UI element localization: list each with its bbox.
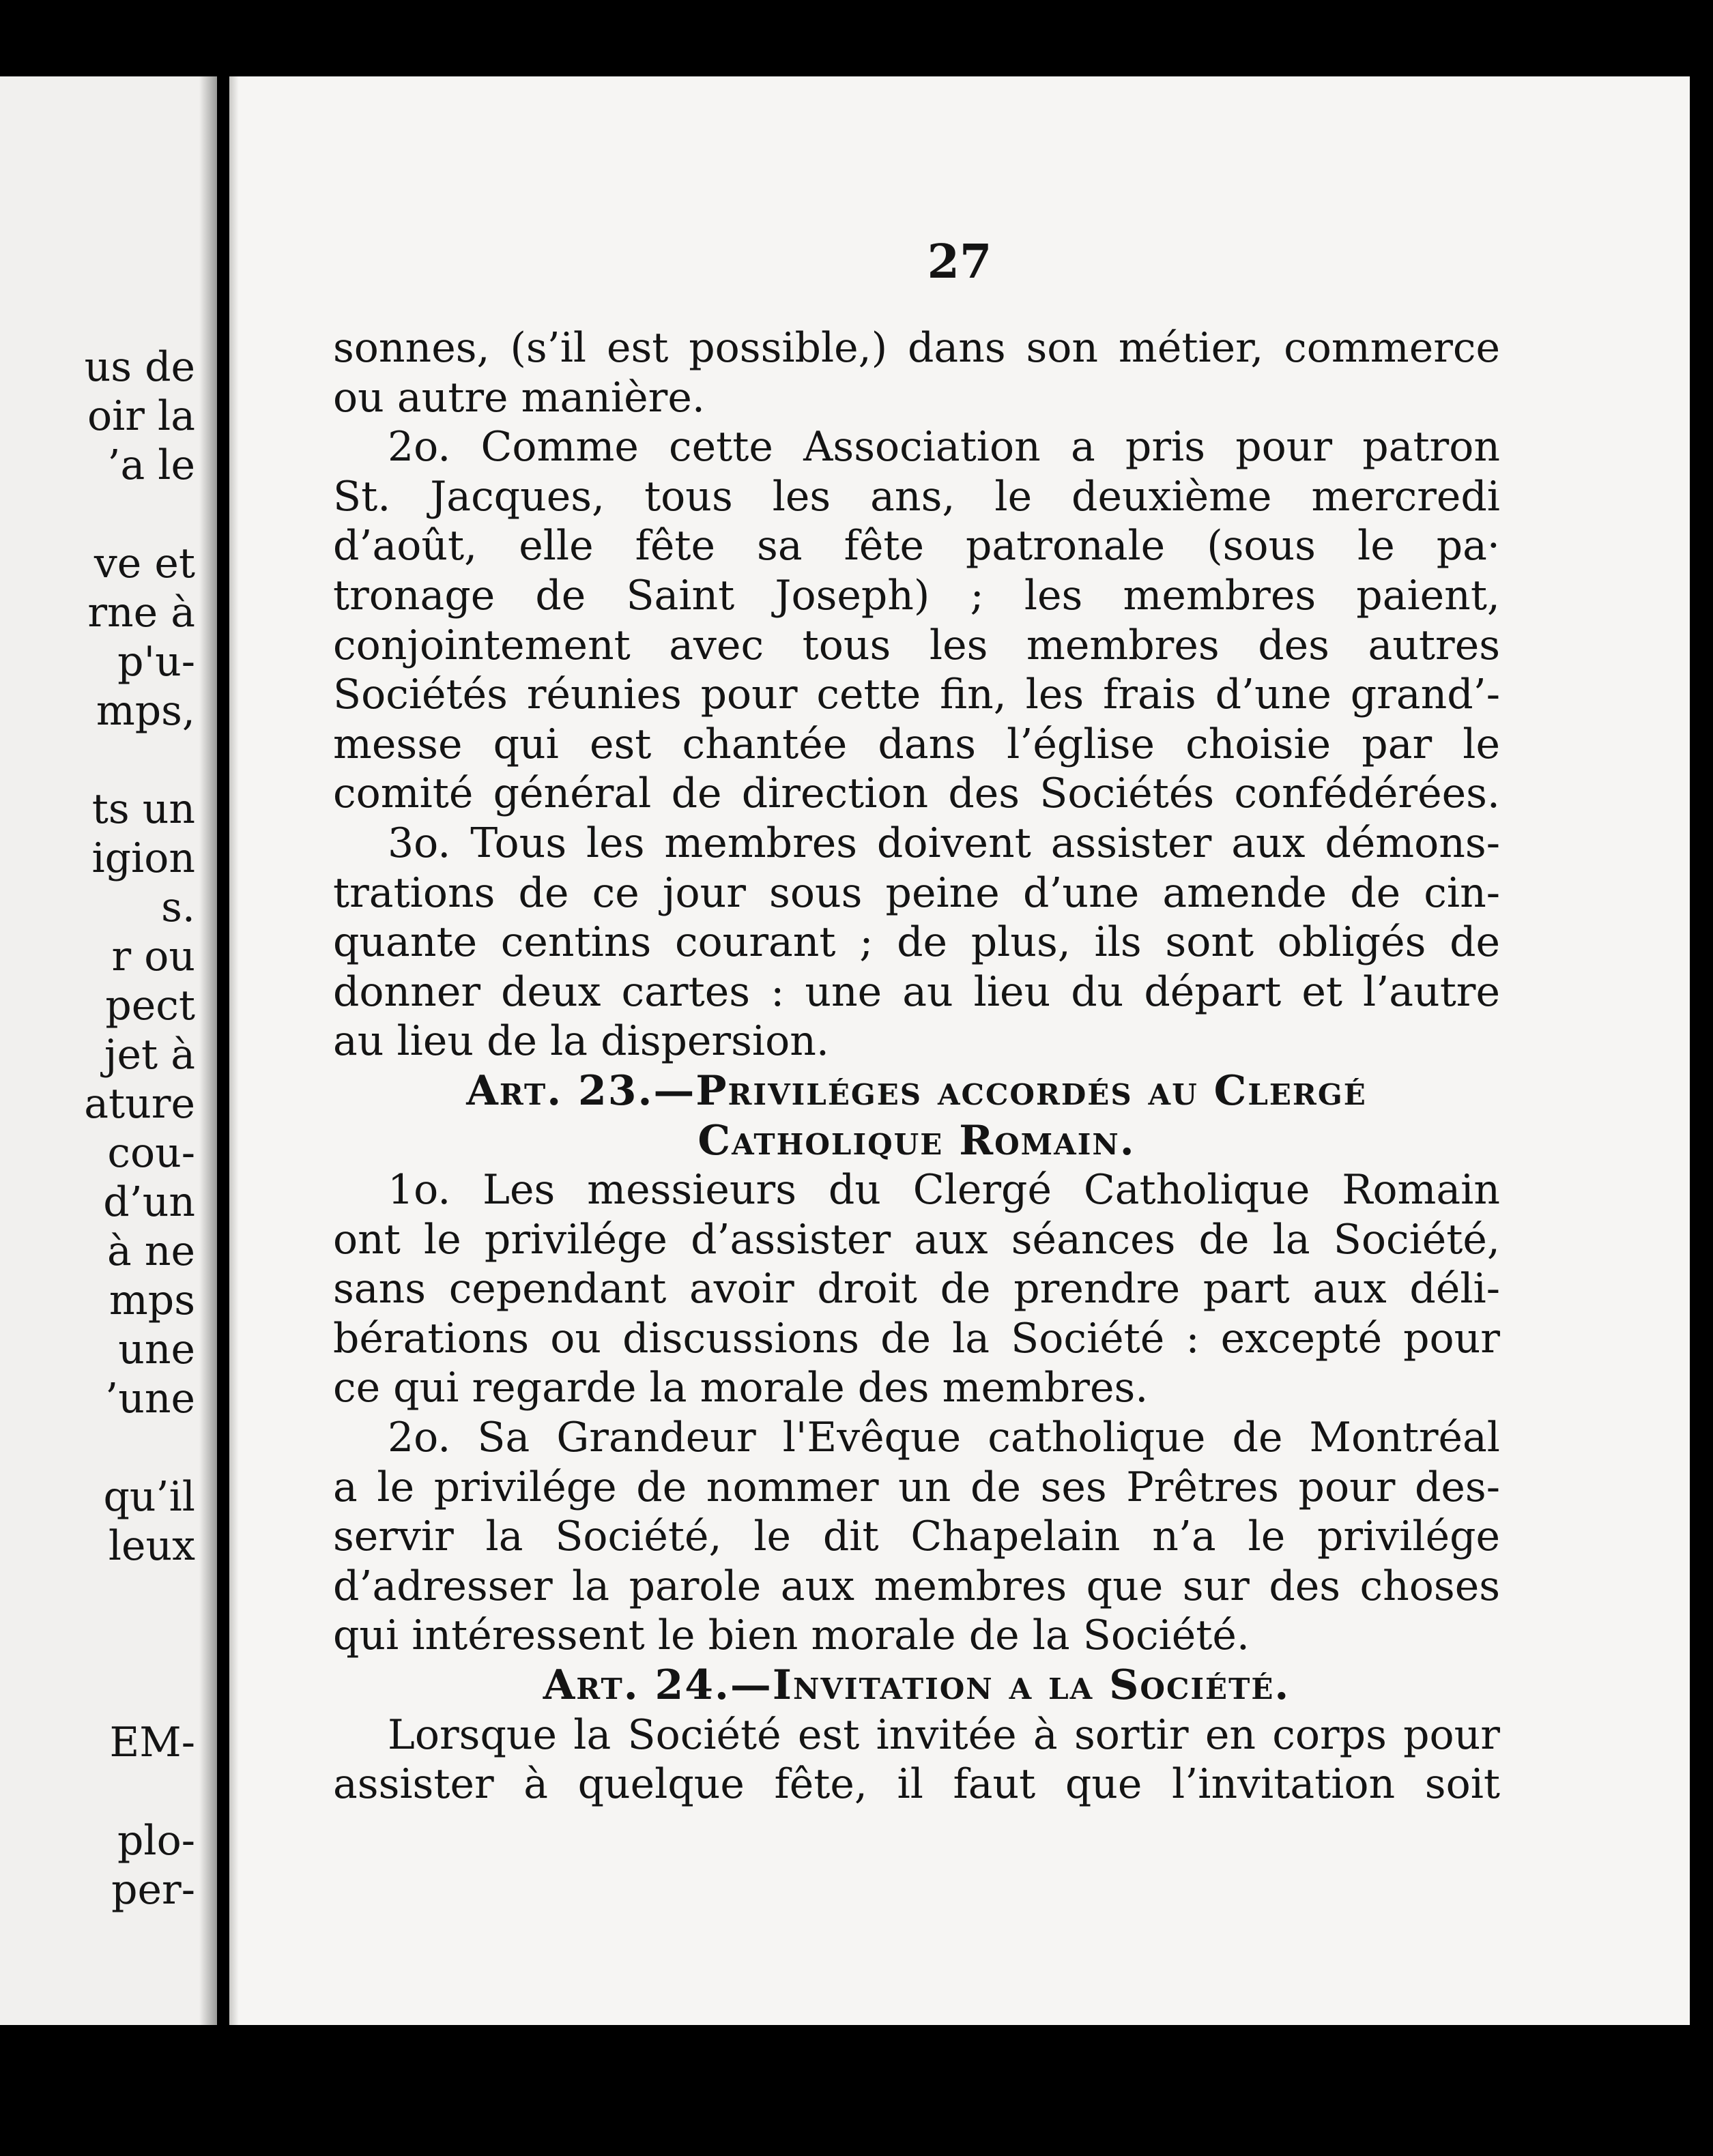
text-line: ou autre manière.: [333, 373, 705, 422]
text-line: d’adresser la parole aux membres que sur des choses: [333, 1562, 1500, 1610]
fragment-line: [31, 1571, 195, 1620]
text-line: tronage de Saint Joseph) ; les membres paient,: [333, 571, 1500, 620]
fragment-line: igion: [91, 834, 195, 882]
text-line: au lieu de la dispersion.: [333, 1017, 829, 1066]
fragment-line: mps: [109, 1277, 195, 1324]
text-line: qui intéressent le bien morale de la Société.: [333, 1612, 1250, 1660]
text-line: trations de ce jour sous peine d’une amende de cin-: [333, 869, 1500, 917]
page-number: 27: [927, 235, 992, 289]
text-line: ont le privilége d’assister aux séances de la Société,: [333, 1215, 1500, 1264]
text-line: sonnes, (s’il est possible,) dans son métier, commerce: [333, 324, 1500, 372]
fragment-line: per-: [111, 1866, 195, 1914]
article-heading: Art. 24.—Invitation a la Société.: [543, 1661, 1291, 1710]
text-line: comité général de direction des Sociétés confédérées.: [333, 770, 1500, 818]
facing-page-text-fragments: [31, 343, 195, 1914]
text-line: d’août, elle fête sa fête patronale (sous le pa·: [333, 522, 1500, 570]
paragraph-start-line: 2o. Comme cette Association a pris pour patron: [388, 423, 1500, 471]
fragment-line: [31, 1423, 195, 1472]
fragment-line: r ou: [111, 933, 195, 980]
fragment-line: pect: [105, 982, 195, 1030]
text-line: donner deux cartes : une au lieu du départ et l’autre: [333, 967, 1500, 1016]
article-heading: Art. 23.—Priviléges accordés au Clergé: [466, 1066, 1367, 1115]
fragment-line: ve et: [93, 540, 195, 587]
facing-page-left: [0, 76, 217, 2025]
fragment-line: jet à: [104, 1031, 195, 1079]
fragment-line: d’un: [103, 1178, 195, 1226]
text-line: St. Jacques, tous les ans, le deuxième mercredi: [333, 472, 1500, 521]
text-line: Sociétés réunies pour cette fin, les frais d’une grand’-: [333, 671, 1500, 719]
article-heading-continued: Catholique Romain.: [697, 1116, 1136, 1165]
fragment-line: ature: [84, 1080, 195, 1128]
fragment-line: mps,: [96, 687, 195, 735]
paragraph-start-line: Lorsque la Société est invitée à sortir en corps pour: [388, 1710, 1500, 1759]
text-line: messe qui est chantée dans l’église choisie par le: [333, 720, 1500, 768]
text-line: assister à quelque fête, il faut que l’invitation soit: [333, 1760, 1500, 1809]
paragraph-start-line: 1o. Les messieurs du Clergé Catholique Romain: [388, 1166, 1500, 1214]
fragment-line: une: [118, 1326, 195, 1373]
fragment-line: s.: [161, 884, 195, 931]
text-line: bérations ou discussions de la Société : excepté pour: [333, 1314, 1500, 1363]
fragment-line: qu’il: [103, 1473, 195, 1521]
fragment-line: [31, 735, 195, 785]
fragment-line: [31, 1669, 195, 1718]
fragment-line: us de: [84, 343, 195, 391]
text-line: ce qui regarde la morale des membres.: [333, 1364, 1149, 1412]
fragment-line: [31, 1767, 195, 1816]
fragment-line: leux: [108, 1522, 195, 1570]
text-line: quante centins courant ; de plus, ils sont obligés de: [333, 918, 1500, 967]
fragment-line: [31, 1620, 195, 1669]
paragraph-start-line: 2o. Sa Grandeur l'Evêque catholique de Montréal: [388, 1414, 1500, 1462]
text-line: a le privilége de nommer un de ses Prêtres pour des-: [333, 1463, 1500, 1511]
fragment-line: ’une: [105, 1375, 195, 1423]
fragment-line: cou-: [107, 1129, 195, 1177]
text-line: sans cependant avoir droit de prendre part aux déli-: [333, 1265, 1500, 1313]
fragment-line: à ne: [107, 1227, 195, 1275]
body-text: [333, 323, 1500, 1809]
fragment-line: [31, 490, 195, 539]
fragment-line: plo-: [117, 1817, 195, 1865]
fragment-line: oir la: [87, 392, 195, 440]
text-line: conjointement avec tous les membres des autres: [333, 621, 1500, 669]
fragment-line: EM-: [109, 1719, 195, 1766]
paragraph-start-line: 3o. Tous les membres doivent assister aux démons-: [388, 819, 1500, 867]
page-edge: [229, 76, 239, 2025]
fragment-line: p'u-: [117, 638, 195, 686]
text-line: servir la Société, le dit Chapelain n’a le privilége: [333, 1513, 1500, 1561]
fragment-line: ts un: [91, 785, 195, 833]
gutter-shadow: [199, 76, 217, 2025]
fragment-line: ’a le: [107, 441, 195, 489]
fragment-line: rne à: [87, 589, 195, 637]
page-main: [229, 76, 1690, 2025]
